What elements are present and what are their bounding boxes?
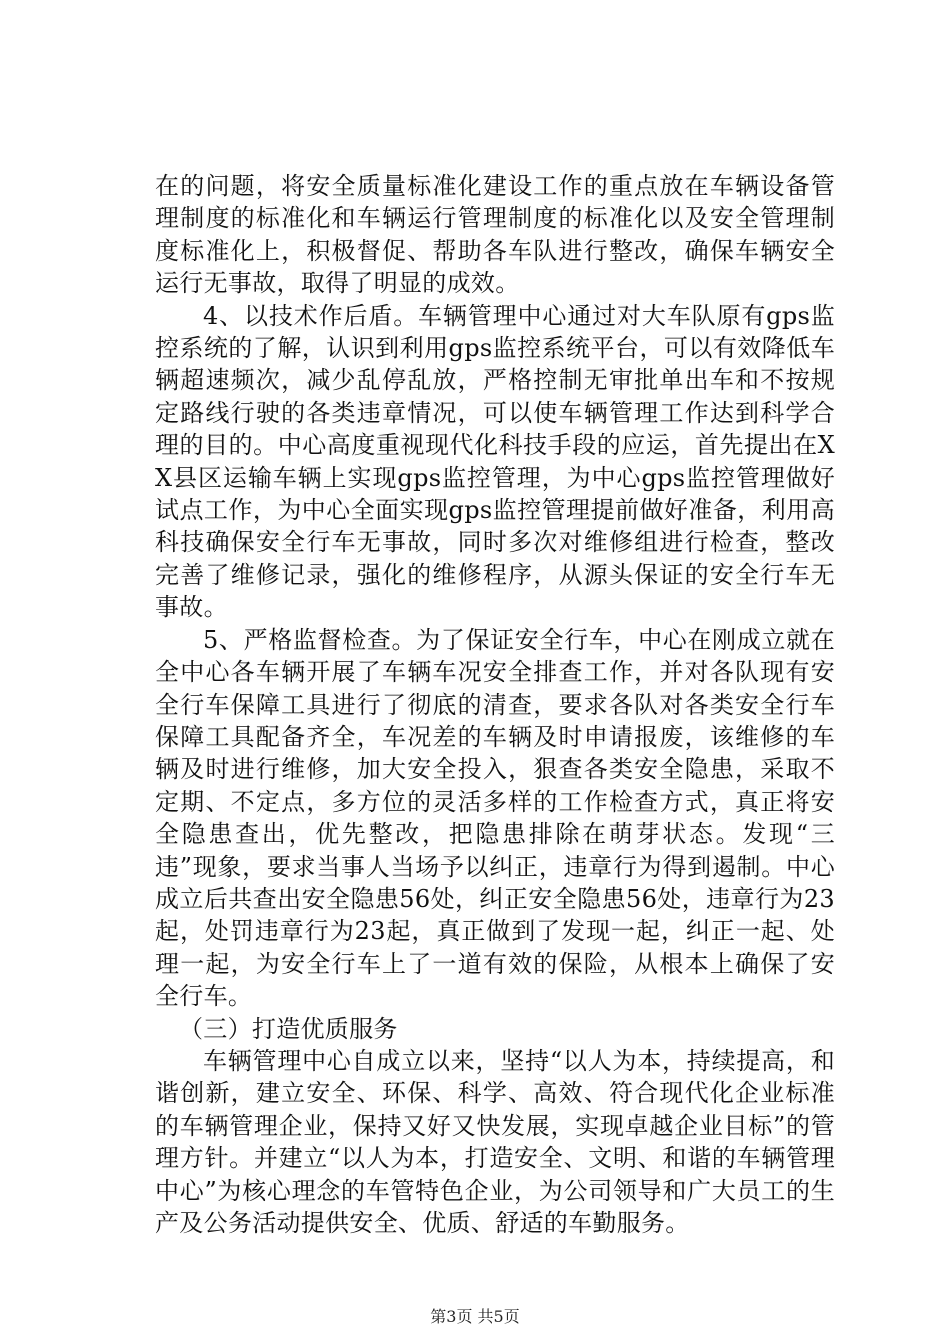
document-body	[155, 170, 835, 1239]
page-number-footer: 第3页 共5页	[430, 1307, 520, 1326]
section-heading: （三）打造优质服务	[179, 1014, 398, 1043]
paragraph-service: 车辆管理中心自成立以来，坚持“以人为本，持续提高，和谐创新，建立安全、环保、科学、高效、符合现代化企业标准的车辆管理企业，保持又好又快发展，实现卓越企业目标”的管理方针。并建立“以人为本，打造安全、文明、和谐的车辆管理中心”为核心理念的车管特色企业，为公司领导和广大员工的生产及公务活动提供安全、优质、舒适的车勤服务。	[155, 1046, 835, 1237]
paragraph-continuation: 在的问题，将安全质量标准化建设工作的重点放在车辆设备管理制度的标准化和车辆运行管理制度的标准化以及安全管理制度标准化上，积极督促、帮助各车队进行整改，确保车辆安全运行无事故，取得了明显的成效。	[155, 172, 835, 298]
paragraph-item-5: 5、严格监督检查。为了保证安全行车，中心在刚成立就在全中心各车辆开展了车辆车况安全排查工作，并对各队现有安全行车保障工具进行了彻底的清查，要求各队对各类安全行车保障工具配备齐全，车况差的车辆及时申请报废，该维修的车辆及时进行维修，加大安全投入，狠查各类安全隐患，采取不定期、不定点，多方位的灵活多样的工作检查方式，真正将安全隐患查出，优先整改，把隐患排除在萌芽状态。发现“三违”现象，要求当事人当场予以纠正，违章行为得到遏制。中心成立后共查出安全隐患56处，纠正安全隐患56处，违章行为23起，处罚违章行为23起，真正做到了发现一起，纠正一起、处理一起，为安全行车上了一道有效的保险，从根本上确保了安全行车。	[155, 625, 835, 1011]
paragraph-item-4: 4、以技术作后盾。车辆管理中心通过对大车队原有gps监控系统的了解，认识到利用gps监控系统平台，可以有效降低车辆超速频次，减少乱停乱放，严格控制无审批单出车和不按规定路线行驶的各类违章情况，可以使车辆管理工作达到科学合理的目的。中心高度重视现代化科技手段的应运，首先提出在XX县区运输车辆上实现gps监控管理，为中心gps监控管理做好试点工作，为中心全面实现gps监控管理提前做好准备，利用高科技确保安全行车无事故，同时多次对维修组进行检查，整改完善了维修记录，强化的维修程序，从源头保证的安全行车无事故。	[155, 301, 835, 622]
